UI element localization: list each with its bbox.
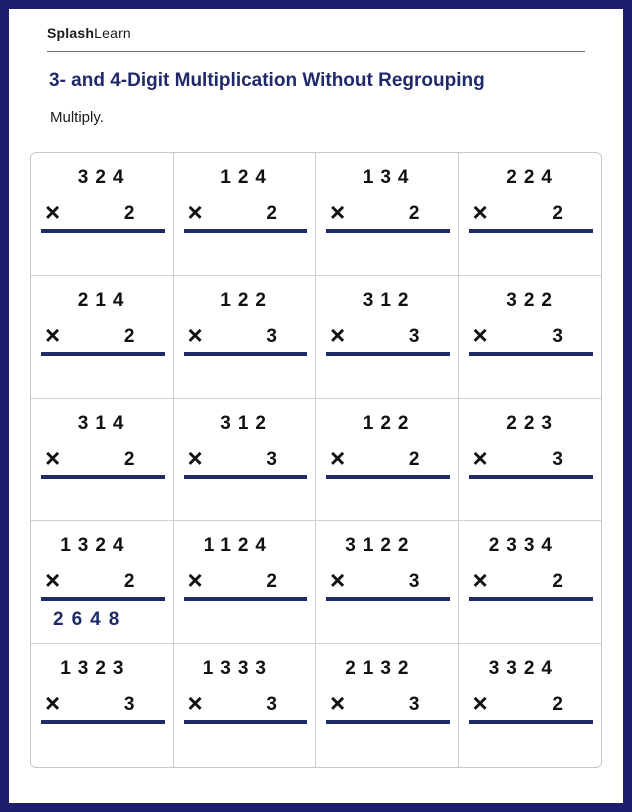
- times-sign-icon: ×: [187, 688, 203, 719]
- answer-line: [469, 475, 594, 479]
- multiplier: 3: [266, 325, 277, 347]
- problem-cell: [459, 153, 602, 276]
- multiplier: 2: [123, 571, 135, 593]
- multiplicand: 134: [362, 167, 416, 188]
- answer-line: [184, 475, 308, 479]
- multiplier: 3: [408, 571, 420, 593]
- multiplier: 3: [408, 694, 420, 716]
- problem-cell: [174, 153, 317, 276]
- answer-line: [41, 720, 165, 724]
- multiplier: 2: [552, 694, 563, 716]
- times-sign-icon: ×: [45, 319, 61, 350]
- times-sign-icon: ×: [45, 688, 61, 719]
- times-sign-icon: ×: [187, 319, 203, 350]
- multiplicand: 1124: [203, 535, 273, 557]
- multiplicand: 214: [77, 289, 131, 311]
- answer-line: [326, 229, 450, 233]
- answer-line: [41, 597, 165, 601]
- problem-cell: [174, 521, 317, 644]
- answer-line: [469, 597, 594, 601]
- problem-cell: [174, 399, 317, 522]
- multiplier: 2: [123, 203, 135, 224]
- multiplicand: 223: [506, 412, 559, 434]
- problem-cell: [174, 644, 317, 767]
- multiplier: 3: [123, 694, 135, 716]
- problem-cell: [316, 276, 459, 399]
- problem-cell: [31, 521, 174, 644]
- problem-cell: [316, 153, 459, 276]
- multiplier: 2: [552, 571, 563, 593]
- multiplicand: 1333: [202, 658, 273, 680]
- multiplier: 2: [123, 325, 135, 347]
- times-sign-icon: ×: [45, 442, 61, 473]
- multiplicand: 312: [220, 412, 273, 434]
- multiplicand: 1324: [60, 535, 131, 557]
- problem-cell: [316, 644, 459, 767]
- multiplier: 2: [266, 203, 277, 224]
- times-sign-icon: ×: [330, 442, 346, 473]
- times-sign-icon: ×: [45, 565, 61, 596]
- problem-cell: [459, 521, 602, 644]
- times-sign-icon: ×: [472, 565, 488, 596]
- multiplicand: 322: [506, 289, 559, 311]
- times-sign-icon: ×: [472, 442, 488, 473]
- multiplicand: 3122: [345, 535, 416, 557]
- multiplier: 3: [552, 448, 563, 470]
- multiplicand: 3324: [488, 658, 559, 680]
- problem-cell: [31, 644, 174, 767]
- times-sign-icon: ×: [472, 197, 488, 227]
- multiplicand: 122: [362, 412, 416, 434]
- problem-grid: [30, 152, 602, 768]
- multiplicand: 224: [506, 167, 559, 188]
- answer-line: [184, 720, 308, 724]
- multiplier: 3: [552, 325, 563, 347]
- answer-field[interactable]: 2648: [53, 609, 128, 631]
- multiplicand: 122: [220, 289, 273, 311]
- times-sign-icon: ×: [472, 688, 488, 719]
- problem-cell: [31, 399, 174, 522]
- problem-cell: [316, 399, 459, 522]
- multiplier: 2: [408, 203, 420, 224]
- times-sign-icon: ×: [472, 319, 488, 350]
- multiplicand: 2334: [488, 535, 559, 557]
- answer-line: [41, 475, 165, 479]
- answer-line: [326, 475, 450, 479]
- multiplier: 2: [123, 448, 135, 470]
- instruction-text: Multiply.: [50, 109, 104, 126]
- answer-line: [184, 597, 308, 601]
- brand-logo-splash: Splash: [47, 25, 95, 41]
- multiplier: 3: [266, 694, 277, 716]
- multiplicand: 324: [77, 167, 131, 188]
- times-sign-icon: ×: [330, 319, 346, 350]
- problem-cell: [459, 399, 602, 522]
- header-divider: [47, 51, 585, 52]
- answer-line: [41, 352, 165, 356]
- worksheet-title: 3- and 4-Digit Multiplication Without Regrouping: [49, 70, 485, 91]
- brand-logo-learn: Learn: [94, 25, 131, 41]
- multiplicand: 314: [77, 412, 131, 434]
- problem-cell: [459, 276, 602, 399]
- answer-line: [469, 229, 594, 233]
- answer-line: [469, 352, 594, 356]
- answer-line: [326, 352, 450, 356]
- answer-line: [469, 720, 594, 724]
- problem-cell: [31, 153, 174, 276]
- answer-line: [184, 352, 308, 356]
- brand-logo: [47, 25, 131, 41]
- times-sign-icon: ×: [187, 442, 203, 473]
- multiplicand: 312: [362, 289, 416, 311]
- answer-line: [326, 720, 450, 724]
- multiplier: 3: [408, 325, 420, 347]
- multiplicand: 1323: [60, 658, 131, 680]
- answer-line: [184, 229, 308, 233]
- problem-cell: [31, 276, 174, 399]
- multiplier: 2: [266, 571, 277, 593]
- times-sign-icon: ×: [330, 688, 346, 719]
- times-sign-icon: ×: [330, 197, 346, 227]
- problem-cell: [174, 276, 317, 399]
- times-sign-icon: ×: [187, 565, 203, 596]
- multiplier: 2: [552, 203, 563, 224]
- problem-cell: [459, 644, 602, 767]
- answer-line: [41, 229, 165, 233]
- times-sign-icon: ×: [45, 197, 61, 227]
- problem-cell: [316, 521, 459, 644]
- multiplier: 3: [266, 448, 277, 470]
- multiplicand: 124: [220, 167, 273, 188]
- answer-line: [326, 597, 450, 601]
- times-sign-icon: ×: [187, 197, 203, 227]
- multiplier: 2: [408, 448, 420, 470]
- multiplicand: 2132: [345, 658, 416, 680]
- times-sign-icon: ×: [330, 565, 346, 596]
- worksheet-page: [9, 9, 623, 803]
